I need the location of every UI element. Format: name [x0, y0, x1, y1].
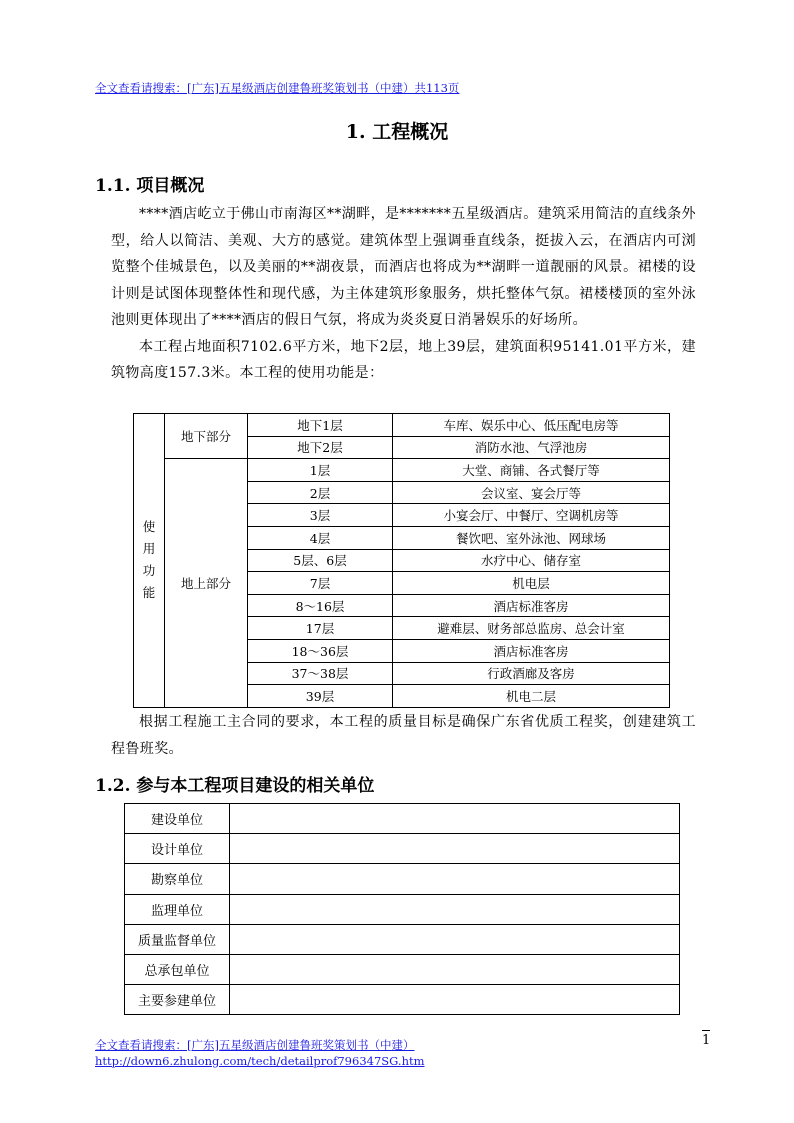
usage-floor-cell: 17层 [248, 617, 393, 640]
unit-value-cell [230, 804, 680, 834]
overview-paragraph-1: ****酒店屹立于佛山市南海区**湖畔，是*******五星级酒店。建筑采用简洁的直线条外型，给人以简洁、美观、大方的感觉。建筑体型上强调垂直线条，挺拔入云，在酒店内可浏览整个佳城景色，以及美丽的**湖夜景，而酒店也将成为**湖畔一道靓丽的风景。裙楼的设计则是试图体现整体性和现代感，为主体建筑形象服务，烘托整体气氛。裙楼楼顶的室外泳池则更体现出了****酒店的假日气氛，将成为炎炎夏日消暑娱乐的好场所。 [111, 206, 696, 328]
usage-function-cell: 会议室、宴会厅等 [393, 481, 670, 504]
usage-group-cell: 地上部分 [165, 459, 248, 708]
usage-header-char: 能 [142, 585, 156, 601]
unit-label-cell: 主要参建单位 [125, 985, 230, 1015]
chapter-title: 1. 工程概况 [345, 121, 449, 143]
page-number-dash [702, 1030, 710, 1031]
unit-value-cell [230, 924, 680, 954]
usage-row [134, 459, 670, 482]
usage-function-cell: 水疗中心、储存室 [393, 549, 670, 572]
usage-floor-cell: 3层 [248, 504, 393, 527]
unit-label-cell: 质量监督单位 [125, 924, 230, 954]
section-heading-project-overview: 1.1. 项目概况 [95, 176, 205, 196]
usage-function-cell: 消防水池、气浮池房 [393, 436, 670, 459]
unit-label-cell: 勘察单位 [125, 864, 230, 894]
usage-floor-cell: 7层 [248, 572, 393, 595]
unit-row [125, 834, 680, 864]
unit-label-cell: 建设单位 [125, 804, 230, 834]
unit-value-cell [230, 894, 680, 924]
usage-function-cell: 酒店标准客房 [393, 639, 670, 662]
usage-function-cell: 车库、娱乐中心、低压配电房等 [393, 414, 670, 437]
usage-function-cell: 酒店标准客房 [393, 594, 670, 617]
overview-paragraph-2: 本工程占地面积7102.6平方米，地下2层，地上39层，建筑面积95141.01平方米，建筑物高度157.3米。本工程的使用功能是： [111, 338, 696, 381]
usage-floor-cell: 5层、6层 [248, 549, 393, 572]
usage-floor-cell: 地下2层 [248, 436, 393, 459]
quality-goal-text [111, 709, 696, 762]
unit-label-cell: 设计单位 [125, 834, 230, 864]
unit-value-cell [230, 985, 680, 1015]
unit-row [125, 804, 680, 834]
usage-floor-cell: 37～38层 [248, 662, 393, 685]
usage-floor-cell: 18～36层 [248, 639, 393, 662]
unit-value-cell [230, 834, 680, 864]
footer-search-link[interactable]: 全文查看请搜索：[广东]五星级酒店创建鲁班奖策划书（中建） [95, 1038, 415, 1052]
usage-floor-cell: 2层 [248, 481, 393, 504]
header-search-link[interactable]: 全文查看请搜索：[广东]五星级酒店创建鲁班奖策划书（中建）共113页 [95, 81, 460, 95]
usage-floor-cell: 1层 [248, 459, 393, 482]
usage-header-char: 功 [142, 563, 156, 579]
unit-value-cell [230, 954, 680, 984]
participant-units-table [124, 803, 680, 1015]
usage-floor-cell: 39层 [248, 685, 393, 708]
unit-value-cell [230, 864, 680, 894]
section-heading-participants: 1.2. 参与本工程项目建设的相关单位 [95, 776, 375, 796]
usage-floor-cell: 4层 [248, 526, 393, 549]
page-number-value: 1 [702, 1033, 711, 1048]
usage-group-cell: 地下部分 [165, 414, 248, 459]
unit-row [125, 924, 680, 954]
usage-function-cell: 餐饮吧、室外泳池、网球场 [393, 526, 670, 549]
usage-floor-cell: 地下1层 [248, 414, 393, 437]
usage-header-char: 使 [142, 519, 156, 535]
quality-goal-paragraph: 根据工程施工主合同的要求，本工程的质量目标是确保广东省优质工程奖，创建建筑工程鲁班奖。 [111, 714, 696, 757]
usage-header-char: 用 [142, 541, 156, 557]
usage-function-cell: 机电层 [393, 572, 670, 595]
usage-function-cell: 大堂、商铺、各式餐厅等 [393, 459, 670, 482]
unit-row [125, 864, 680, 894]
unit-label-cell: 总承包单位 [125, 954, 230, 984]
usage-function-cell: 行政酒廊及客房 [393, 662, 670, 685]
unit-row [125, 985, 680, 1015]
usage-function-cell: 避难层、财务部总监房、总会计室 [393, 617, 670, 640]
usage-function-table [133, 413, 670, 708]
usage-row [134, 414, 670, 437]
usage-function-cell: 小宴会厅、中餐厅、空调机房等 [393, 504, 670, 527]
footer-url-link[interactable]: http://down6.zhulong.com/tech/detailprof796347SG.htm [95, 1054, 425, 1068]
footer [95, 1037, 425, 1069]
unit-row [125, 954, 680, 984]
usage-floor-cell: 8～16层 [248, 594, 393, 617]
usage-header-cell [134, 414, 165, 708]
usage-function-cell: 机电二层 [393, 685, 670, 708]
page-number [702, 1030, 710, 1048]
overview-text [111, 201, 696, 387]
unit-label-cell: 监理单位 [125, 894, 230, 924]
unit-row [125, 894, 680, 924]
